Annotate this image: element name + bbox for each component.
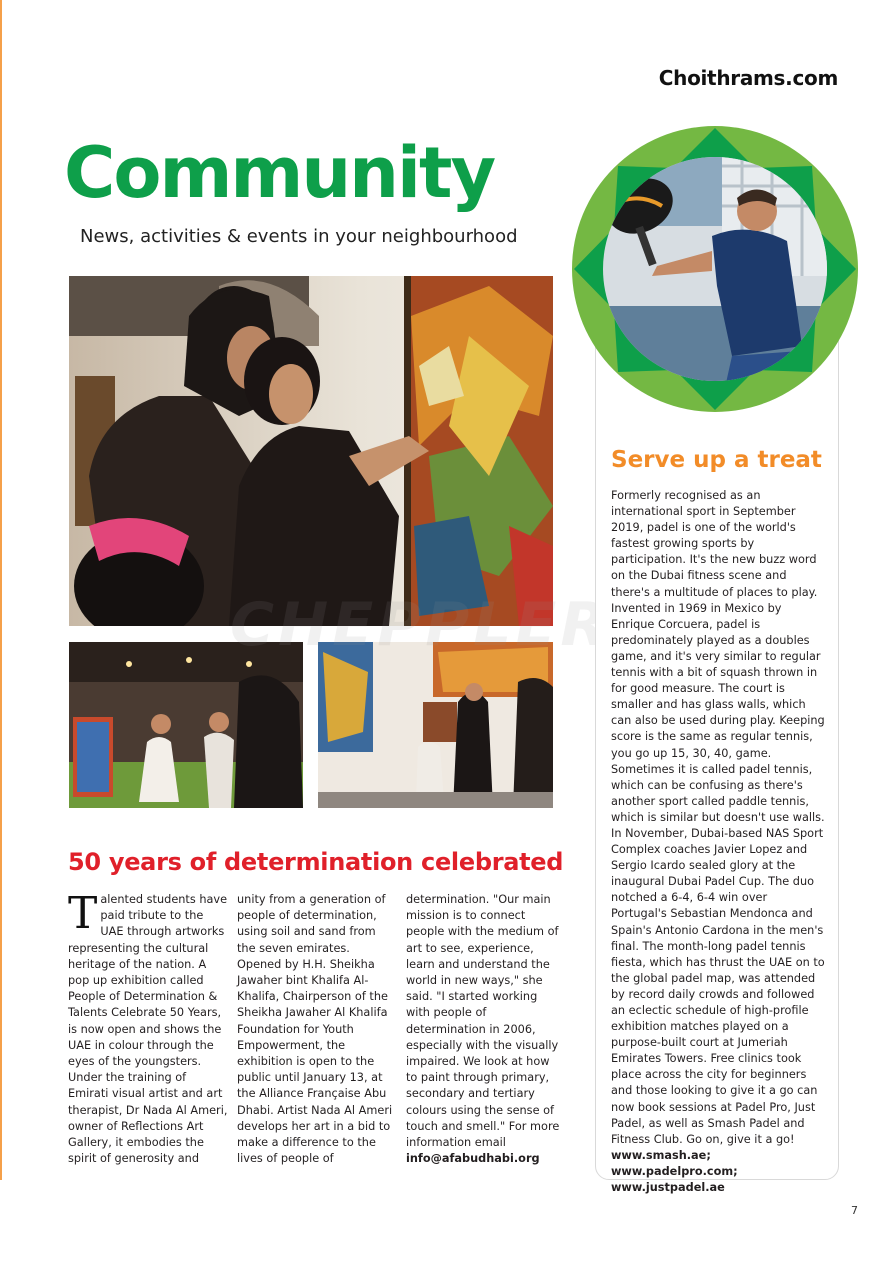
section-title: Community	[64, 132, 495, 214]
article-col1-text: alented students have paid tribute to the UAE through artworks representing the cultural heritage of the nation. A pop up exhibition called People of Determination & Talents Celebrate 50 Years, is now open and shows the UAE in colour through the eyes of the youngsters. Under the training of Emirati visual artist and art therapist, Dr Nada Al Ameri, owner of Reflections Art Gallery, it embodies the spirit of generosity and	[68, 893, 228, 1166]
padel-body-text: Formerly recognised as an international sport in September 2019, padel is one of the world's fastest growing sports by participation. It's the new buzz word on the Dubai fitness scene and there's a multitude of places to play. Invented in 1969 in Mexico by Enrique Corcuera, padel is predominately played as a doubles game, and it's very similar to regular tennis with a bit of squash thrown in for good measure. The court is smaller and has glass walls, which can also be used during play. Keeping score is the same as regular tennis, you go up 15, 30, 40, game. Sometimes it is called padel tennis, which can be confusing as there's another sport called paddle tennis, which is similar but doesn't use walls. In November, Dubai-based NAS Sport Complex coaches Javier Lopez and Sergio Icardo sealed glory at the inaugural Dubai Padel Cup. The duo notched a 6-4, 6-4 win over Portugal's Sebastian Mendonca and Spain's Antonio Cardona in the men's final. The month-long padel tennis fiesta, which has thrust the UAE on to the global padel map, was attended by record daily crowds and followed an eclectic schedule of high-profile exhibition matches played on a purpose-built court at Jumeriah Emirates Towers. Free clinics took place across the city for beginners and those looking to give it a go can now book sessions at Padel Pro, Just Padel, as well as Smash Padel and Fitness Club. Go on, give it a go!	[611, 489, 825, 1146]
page-edge-rule	[0, 0, 2, 1180]
section-subtitle: News, activities & events in your neighbourhood	[80, 226, 518, 247]
children-painting-photo	[69, 642, 303, 808]
main-exhibition-photo	[69, 276, 553, 626]
article-heading: 50 years of determination celebrated	[68, 848, 564, 876]
article-col2-text: unity from a generation of people of determination, using soil and sand from the seven emirates. Opened by H.H. Sheikha Jawaher bint Khalifa Al-Khalifa, Chairperson of the Sheikha Jawaher Al Khalifa Foundation for Youth Empowerment, the exhibition is open to the public until January 13, at the Alliance Française Abu Dhabi. Artist Nada Al Ameri develops her art in a bid to make a difference to the lives of people of	[237, 893, 393, 1166]
padel-heading: Serve up a treat	[611, 447, 822, 473]
article-column-3	[406, 892, 562, 1167]
gallery-visitors-photo	[318, 642, 553, 808]
page-number: 7	[851, 1204, 858, 1217]
drop-cap: T	[68, 888, 98, 939]
padel-links[interactable]: www.smash.ae; www.padelpro.com; www.justpadel.ae	[611, 1148, 738, 1195]
article-column-2	[237, 892, 395, 1167]
article-col3-text: determination. "Our main mission is to connect people with the medium of art to see, experience, learn and understand the world in new ways," she said. "I started working with people of determination in 2006, especially with the visually impaired. We look at how to paint through primary, secondary and tertiary colours using the sense of touch and smell." For more information email	[406, 893, 560, 1150]
site-name[interactable]: Choithrams.com	[658, 66, 838, 90]
contact-email-link[interactable]: info@afabudhabi.org	[406, 1152, 540, 1166]
padel-player-badge	[572, 126, 858, 412]
padel-article	[611, 488, 825, 1196]
article-column-1	[68, 888, 228, 1167]
